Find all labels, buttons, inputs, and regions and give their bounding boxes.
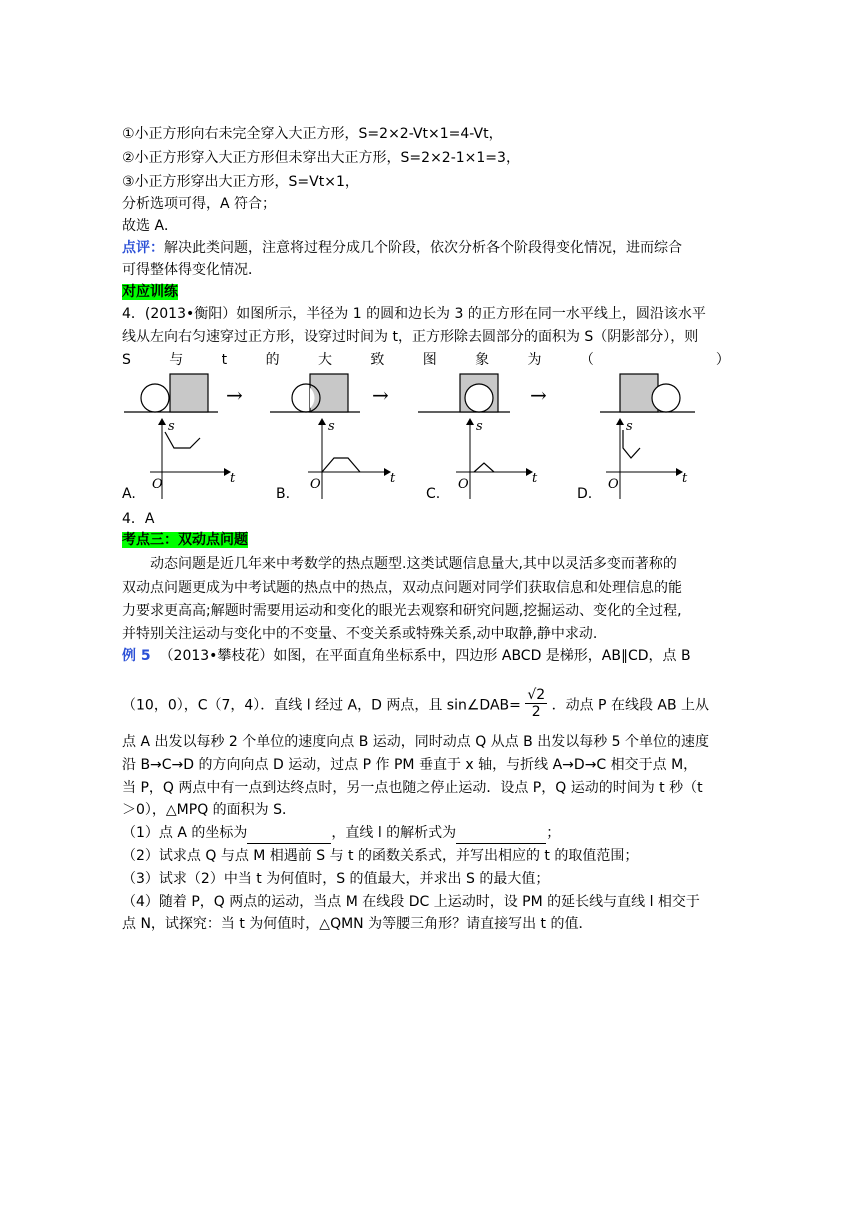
example-text: （10，0），C（7，4）．直线 l 经过 A，D 两点，且 sin∠DAB= (122, 697, 521, 714)
graph-option-a (150, 419, 236, 499)
arrow-icon: → (226, 383, 243, 407)
text-line: 分析选项可得，A 符合； (122, 196, 277, 212)
text-line: ①小正方形向右未完全穿入大正方形，S=2×2-Vt×1=4-Vt， (122, 126, 503, 142)
char: 的 (265, 352, 280, 368)
example-text: （2013•攀枝花）如图，在平面直角坐标系中，四边形 ABCD 是梯形，AB∥CD，点 B (159, 648, 691, 664)
char: 象 (475, 352, 490, 368)
fraction-numerator: √2 (527, 687, 546, 703)
axis-t-label: t (532, 471, 538, 486)
intro-line: 双动点问题更成为中考试题的热点中的热点，双动点问题对同学们获取信息和处理信息的能 (122, 580, 682, 596)
example-line (122, 689, 709, 722)
char: 图 (422, 352, 437, 368)
arrow-icon: → (530, 383, 547, 407)
axis-s-label: s (328, 419, 335, 434)
stage-3 (418, 374, 510, 412)
practice-heading (122, 282, 178, 302)
char: 致 (370, 352, 385, 368)
intro-line: 并特别关注运动与变化中的不变量、不变关系或特殊关系,动中取静,静中求动. (122, 626, 598, 642)
text-line: ②小正方形穿入大正方形但未穿出大正方形，S=2×2-1×1=3， (122, 150, 520, 166)
axis-t-label: t (682, 471, 688, 486)
subquestion-text: ，直线 l 的解析式为 (331, 825, 457, 841)
question-line-justified (122, 350, 730, 370)
option-c-label: C. (426, 486, 441, 502)
arrow-icon: → (372, 383, 389, 407)
fraction (525, 687, 547, 720)
axis-s-label: s (476, 419, 483, 434)
axis-s-label: s (168, 419, 175, 434)
example-line: 点 A 出发以每秒 2 个单位的速度向点 B 运动，同时动点 Q 从点 B 出发以每秒 5 个单位的速度 (122, 734, 710, 750)
intro-line: 力要求更高高;解题时需要用运动和变化的眼光去观察和研究问题,挖掘运动、变化的全过程, (122, 603, 682, 619)
subquestion-text: ； (546, 825, 561, 841)
comment-label: 点评： (122, 240, 164, 256)
question-line: 4．(2013•衡阳）如图所示，半径为 1 的圆和边长为 3 的正方形在同一水平线上，圆沿该水平 (122, 306, 706, 322)
graph-option-d (606, 419, 688, 499)
text-line: ③小正方形穿出大正方形，S=Vt×1， (122, 174, 359, 190)
intro-line: 动态问题是近几年来中考数学的热点题型.这类试题信息量大,其中以灵活多变而著称的 (150, 556, 677, 572)
text-line: 可得整体得变化情况． (122, 262, 262, 278)
graph-option-b (308, 419, 396, 499)
answer-blank[interactable] (456, 823, 546, 844)
origin-label: O (458, 477, 469, 492)
char: S (122, 352, 131, 368)
char: （ (579, 352, 594, 368)
answer-line: 4．A (122, 511, 155, 527)
graph-option-c (456, 419, 538, 499)
subquestion-2: （2）试求点 Q 与点 M 相遇前 S 与 t 的函数关系式，并写出相应的 t 的取值范围； (122, 848, 639, 864)
stage-1 (124, 374, 218, 412)
stage-2 (270, 374, 360, 412)
char: 与 (169, 352, 184, 368)
practice-tag: 对应训练 (122, 284, 178, 300)
origin-label: O (608, 477, 619, 492)
subquestion-3: （3）试求（2）中当 t 为何值时，S 的值最大，并求出 S 的最大值； (122, 871, 550, 887)
example-line: 当 P，Q 两点中有一点到达终点时，另一点也随之停止运动．设点 P，Q 运动的时间为 t 秒（t (122, 780, 703, 796)
axis-t-label: t (390, 471, 396, 486)
subquestion-4-cont: 点 N，试探究：当 t 为何值时，△QMN 为等腰三角形？请直接写出 t 的值． (122, 916, 593, 932)
text-line: 故选 A． (122, 218, 179, 234)
question-line: 线从左向右匀速穿过正方形，设穿过时间为 t，正方形除去圆部分的面积为 S（阴影部分），则 (122, 329, 699, 345)
comment-text: 解决此类问题，注意将过程分成几个阶段，依次分析各个阶段得变化情况，进而综合 (164, 240, 682, 256)
subquestion-text: （1）点 A 的坐标为 (122, 825, 248, 841)
motion-diagram (120, 370, 740, 420)
char: ） (715, 352, 730, 368)
stage-4 (600, 374, 695, 412)
subquestion-1 (122, 823, 560, 844)
char: 为 (527, 352, 542, 368)
section-tag: 考点三：双动点问题 (122, 532, 248, 548)
example-line: 沿 B→C→D 的方向向点 D 运动，过点 P 作 PM 垂直于 x 轴，与折线 A→D→C 相交于点 M， (122, 757, 698, 773)
example-label: 例 5 (122, 648, 151, 664)
origin-label: O (152, 477, 163, 492)
example-line (122, 646, 691, 666)
axis-s-label: s (626, 419, 633, 434)
char: t (221, 352, 228, 368)
example-line: ＞0），△MPQ 的面积为 S． (122, 802, 297, 818)
char: 大 (317, 352, 332, 368)
option-d-label: D. (577, 486, 593, 502)
axis-t-label: t (230, 471, 236, 486)
subquestion-4: （4）随着 P，Q 两点的运动，当点 M 在线段 DC 上运动时，设 PM 的延长线与直线 l 相交于 (122, 894, 700, 910)
example-text: ．动点 P 在线段 AB 上从 (551, 697, 710, 714)
origin-label: O (310, 477, 321, 492)
fraction-denominator: 2 (531, 704, 541, 720)
option-a-label: A. (122, 486, 136, 502)
answer-blank[interactable] (247, 823, 331, 844)
comment-line (122, 238, 682, 258)
option-b-label: B. (276, 486, 291, 502)
paren-gap (580, 350, 730, 370)
section-heading (122, 530, 248, 550)
